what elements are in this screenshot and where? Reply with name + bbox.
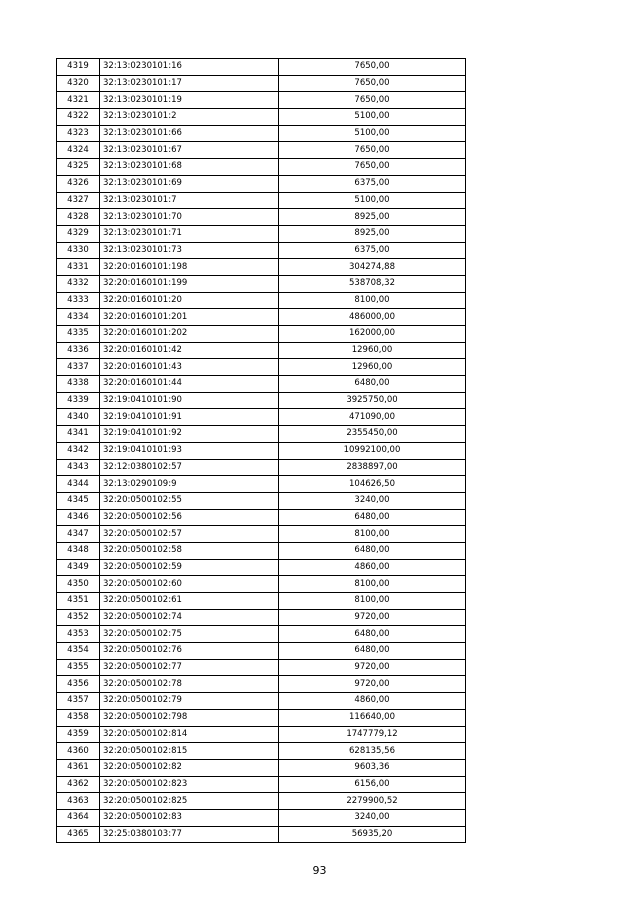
- cadastral-number-cell: 32:13:0230101:2: [100, 109, 279, 126]
- table-row: [57, 376, 466, 393]
- table-row: [57, 292, 466, 309]
- row-number-cell: 4327: [57, 192, 100, 209]
- cadastral-number-cell: 32:13:0230101:70: [100, 209, 279, 226]
- row-number-cell: 4361: [57, 759, 100, 776]
- cadastral-number-cell: 32:13:0230101:16: [100, 59, 279, 76]
- table-row: [57, 492, 466, 509]
- table-row: [57, 726, 466, 743]
- row-number-cell: 4360: [57, 743, 100, 760]
- cadastral-number-cell: 32:20:0160101:202: [100, 326, 279, 343]
- value-cell: 7650,00: [279, 92, 466, 109]
- value-cell: 2838897,00: [279, 459, 466, 476]
- table-row: [57, 159, 466, 176]
- value-cell: 5100,00: [279, 192, 466, 209]
- cadastral-number-cell: 32:13:0230101:73: [100, 242, 279, 259]
- cadastral-number-cell: 32:20:0500102:82: [100, 759, 279, 776]
- table-row: [57, 442, 466, 459]
- table-row: [57, 743, 466, 760]
- value-cell: 12960,00: [279, 342, 466, 359]
- cadastral-number-cell: 32:20:0160101:199: [100, 275, 279, 292]
- cadastral-number-cell: 32:20:0500102:798: [100, 709, 279, 726]
- table-row: [57, 275, 466, 292]
- row-number-cell: 4356: [57, 676, 100, 693]
- table-row: [57, 509, 466, 526]
- row-number-cell: 4326: [57, 175, 100, 192]
- row-number-cell: 4363: [57, 793, 100, 810]
- row-number-cell: 4357: [57, 693, 100, 710]
- table-row: [57, 609, 466, 626]
- row-number-cell: 4354: [57, 643, 100, 660]
- cadastral-number-cell: 32:19:0410101:92: [100, 426, 279, 443]
- table-row: [57, 175, 466, 192]
- table-row: [57, 392, 466, 409]
- table-row: [57, 559, 466, 576]
- row-number-cell: 4331: [57, 259, 100, 276]
- table-row: [57, 593, 466, 610]
- value-cell: 7650,00: [279, 59, 466, 76]
- value-cell: 4860,00: [279, 559, 466, 576]
- cadastral-number-cell: 32:20:0500102:57: [100, 526, 279, 543]
- value-cell: 162000,00: [279, 326, 466, 343]
- table-row: [57, 125, 466, 142]
- value-cell: 6480,00: [279, 542, 466, 559]
- value-cell: 6375,00: [279, 175, 466, 192]
- row-number-cell: 4365: [57, 826, 100, 843]
- value-cell: 9720,00: [279, 676, 466, 693]
- cadastral-number-cell: 32:13:0290109:9: [100, 476, 279, 493]
- table-row: [57, 92, 466, 109]
- row-number-cell: 4350: [57, 576, 100, 593]
- table-row: [57, 409, 466, 426]
- cadastral-number-cell: 32:20:0160101:42: [100, 342, 279, 359]
- cadastral-number-cell: 32:20:0500102:76: [100, 643, 279, 660]
- row-number-cell: 4323: [57, 125, 100, 142]
- cadastral-number-cell: 32:13:0230101:69: [100, 175, 279, 192]
- row-number-cell: 4330: [57, 242, 100, 259]
- cadastral-number-cell: 32:12:0380102:57: [100, 459, 279, 476]
- value-cell: 10992100,00: [279, 442, 466, 459]
- row-number-cell: 4324: [57, 142, 100, 159]
- value-cell: 7650,00: [279, 75, 466, 92]
- cadastral-number-cell: 32:20:0500102:77: [100, 659, 279, 676]
- value-cell: 486000,00: [279, 309, 466, 326]
- table-row: [57, 326, 466, 343]
- value-cell: 9720,00: [279, 659, 466, 676]
- row-number-cell: 4364: [57, 809, 100, 826]
- cadastral-number-cell: 32:13:0230101:19: [100, 92, 279, 109]
- row-number-cell: 4341: [57, 426, 100, 443]
- row-number-cell: 4335: [57, 326, 100, 343]
- value-cell: 8100,00: [279, 576, 466, 593]
- table-row: [57, 109, 466, 126]
- table-row: [57, 75, 466, 92]
- value-cell: 538708,32: [279, 275, 466, 292]
- table-row: [57, 342, 466, 359]
- cadastral-number-cell: 32:20:0160101:198: [100, 259, 279, 276]
- value-cell: 1747779,12: [279, 726, 466, 743]
- value-cell: 471090,00: [279, 409, 466, 426]
- value-cell: 9603,36: [279, 759, 466, 776]
- table-row: [57, 676, 466, 693]
- row-number-cell: 4329: [57, 225, 100, 242]
- value-cell: 3925750,00: [279, 392, 466, 409]
- value-cell: 8925,00: [279, 209, 466, 226]
- cadastral-number-cell: 32:20:0500102:83: [100, 809, 279, 826]
- data-table: [56, 58, 466, 843]
- value-cell: 6480,00: [279, 643, 466, 660]
- cadastral-number-cell: 32:20:0500102:58: [100, 542, 279, 559]
- value-cell: 2279900,52: [279, 793, 466, 810]
- table-row: [57, 659, 466, 676]
- value-cell: 304274,88: [279, 259, 466, 276]
- value-cell: 104626,50: [279, 476, 466, 493]
- cadastral-number-cell: 32:20:0500102:56: [100, 509, 279, 526]
- row-number-cell: 4344: [57, 476, 100, 493]
- row-number-cell: 4336: [57, 342, 100, 359]
- cadastral-number-cell: 32:19:0410101:93: [100, 442, 279, 459]
- cadastral-number-cell: 32:20:0160101:43: [100, 359, 279, 376]
- value-cell: 3240,00: [279, 809, 466, 826]
- value-cell: 628135,56: [279, 743, 466, 760]
- cadastral-number-cell: 32:19:0410101:91: [100, 409, 279, 426]
- cadastral-number-cell: 32:20:0500102:74: [100, 609, 279, 626]
- cadastral-number-cell: 32:20:0500102:823: [100, 776, 279, 793]
- cadastral-number-cell: 32:13:0230101:71: [100, 225, 279, 242]
- table-row: [57, 476, 466, 493]
- value-cell: 6156,00: [279, 776, 466, 793]
- table-row: [57, 793, 466, 810]
- value-cell: 8925,00: [279, 225, 466, 242]
- row-number-cell: 4322: [57, 109, 100, 126]
- table-row: [57, 526, 466, 543]
- table-row: [57, 209, 466, 226]
- table-body: [57, 59, 466, 843]
- row-number-cell: 4338: [57, 376, 100, 393]
- value-cell: 3240,00: [279, 492, 466, 509]
- value-cell: 6480,00: [279, 376, 466, 393]
- value-cell: 8100,00: [279, 593, 466, 610]
- cadastral-number-cell: 32:13:0230101:7: [100, 192, 279, 209]
- row-number-cell: 4340: [57, 409, 100, 426]
- row-number-cell: 4333: [57, 292, 100, 309]
- table-row: [57, 259, 466, 276]
- cadastral-number-cell: 32:20:0500102:60: [100, 576, 279, 593]
- table-row: [57, 693, 466, 710]
- table-row: [57, 359, 466, 376]
- value-cell: 8100,00: [279, 292, 466, 309]
- cadastral-number-cell: 32:20:0160101:20: [100, 292, 279, 309]
- cadastral-number-cell: 32:25:0380103:77: [100, 826, 279, 843]
- row-number-cell: 4342: [57, 442, 100, 459]
- table-row: [57, 542, 466, 559]
- value-cell: 6480,00: [279, 626, 466, 643]
- value-cell: 6480,00: [279, 509, 466, 526]
- cadastral-number-cell: 32:20:0500102:78: [100, 676, 279, 693]
- cadastral-number-cell: 32:20:0500102:815: [100, 743, 279, 760]
- row-number-cell: 4343: [57, 459, 100, 476]
- cadastral-number-cell: 32:20:0500102:79: [100, 693, 279, 710]
- cadastral-number-cell: 32:13:0230101:17: [100, 75, 279, 92]
- value-cell: 116640,00: [279, 709, 466, 726]
- cadastral-number-cell: 32:20:0500102:825: [100, 793, 279, 810]
- value-cell: 12960,00: [279, 359, 466, 376]
- table-row: [57, 309, 466, 326]
- row-number-cell: 4334: [57, 309, 100, 326]
- table-row: [57, 459, 466, 476]
- row-number-cell: 4349: [57, 559, 100, 576]
- cadastral-number-cell: 32:13:0230101:66: [100, 125, 279, 142]
- value-cell: 7650,00: [279, 159, 466, 176]
- row-number-cell: 4321: [57, 92, 100, 109]
- row-number-cell: 4353: [57, 626, 100, 643]
- table-row: [57, 709, 466, 726]
- value-cell: 5100,00: [279, 125, 466, 142]
- row-number-cell: 4320: [57, 75, 100, 92]
- cadastral-number-cell: 32:20:0500102:55: [100, 492, 279, 509]
- row-number-cell: 4328: [57, 209, 100, 226]
- cadastral-number-cell: 32:13:0230101:68: [100, 159, 279, 176]
- cadastral-number-cell: 32:20:0500102:59: [100, 559, 279, 576]
- table-row: [57, 142, 466, 159]
- row-number-cell: 4339: [57, 392, 100, 409]
- row-number-cell: 4332: [57, 275, 100, 292]
- cadastral-number-cell: 32:20:0500102:61: [100, 593, 279, 610]
- value-cell: 9720,00: [279, 609, 466, 626]
- row-number-cell: 4347: [57, 526, 100, 543]
- row-number-cell: 4337: [57, 359, 100, 376]
- table-row: [57, 59, 466, 76]
- row-number-cell: 4359: [57, 726, 100, 743]
- value-cell: 8100,00: [279, 526, 466, 543]
- table-row: [57, 809, 466, 826]
- table-row: [57, 626, 466, 643]
- cadastral-number-cell: 32:20:0500102:75: [100, 626, 279, 643]
- value-cell: 2355450,00: [279, 426, 466, 443]
- table-row: [57, 242, 466, 259]
- row-number-cell: 4352: [57, 609, 100, 626]
- value-cell: 5100,00: [279, 109, 466, 126]
- table-row: [57, 776, 466, 793]
- cadastral-number-cell: 32:20:0160101:201: [100, 309, 279, 326]
- row-number-cell: 4351: [57, 593, 100, 610]
- value-cell: 4860,00: [279, 693, 466, 710]
- value-cell: 6375,00: [279, 242, 466, 259]
- table-row: [57, 643, 466, 660]
- table-row: [57, 426, 466, 443]
- row-number-cell: 4358: [57, 709, 100, 726]
- row-number-cell: 4346: [57, 509, 100, 526]
- row-number-cell: 4362: [57, 776, 100, 793]
- table-row: [57, 225, 466, 242]
- table-row: [57, 826, 466, 843]
- row-number-cell: 4355: [57, 659, 100, 676]
- cadastral-number-cell: 32:13:0230101:67: [100, 142, 279, 159]
- row-number-cell: 4319: [57, 59, 100, 76]
- page-number: 93: [312, 864, 327, 877]
- row-number-cell: 4325: [57, 159, 100, 176]
- row-number-cell: 4348: [57, 542, 100, 559]
- row-number-cell: 4345: [57, 492, 100, 509]
- cadastral-number-cell: 32:20:0160101:44: [100, 376, 279, 393]
- cadastral-number-cell: 32:20:0500102:814: [100, 726, 279, 743]
- value-cell: 7650,00: [279, 142, 466, 159]
- cadastral-number-cell: 32:19:0410101:90: [100, 392, 279, 409]
- table-row: [57, 192, 466, 209]
- table-row: [57, 759, 466, 776]
- value-cell: 56935,20: [279, 826, 466, 843]
- table-row: [57, 576, 466, 593]
